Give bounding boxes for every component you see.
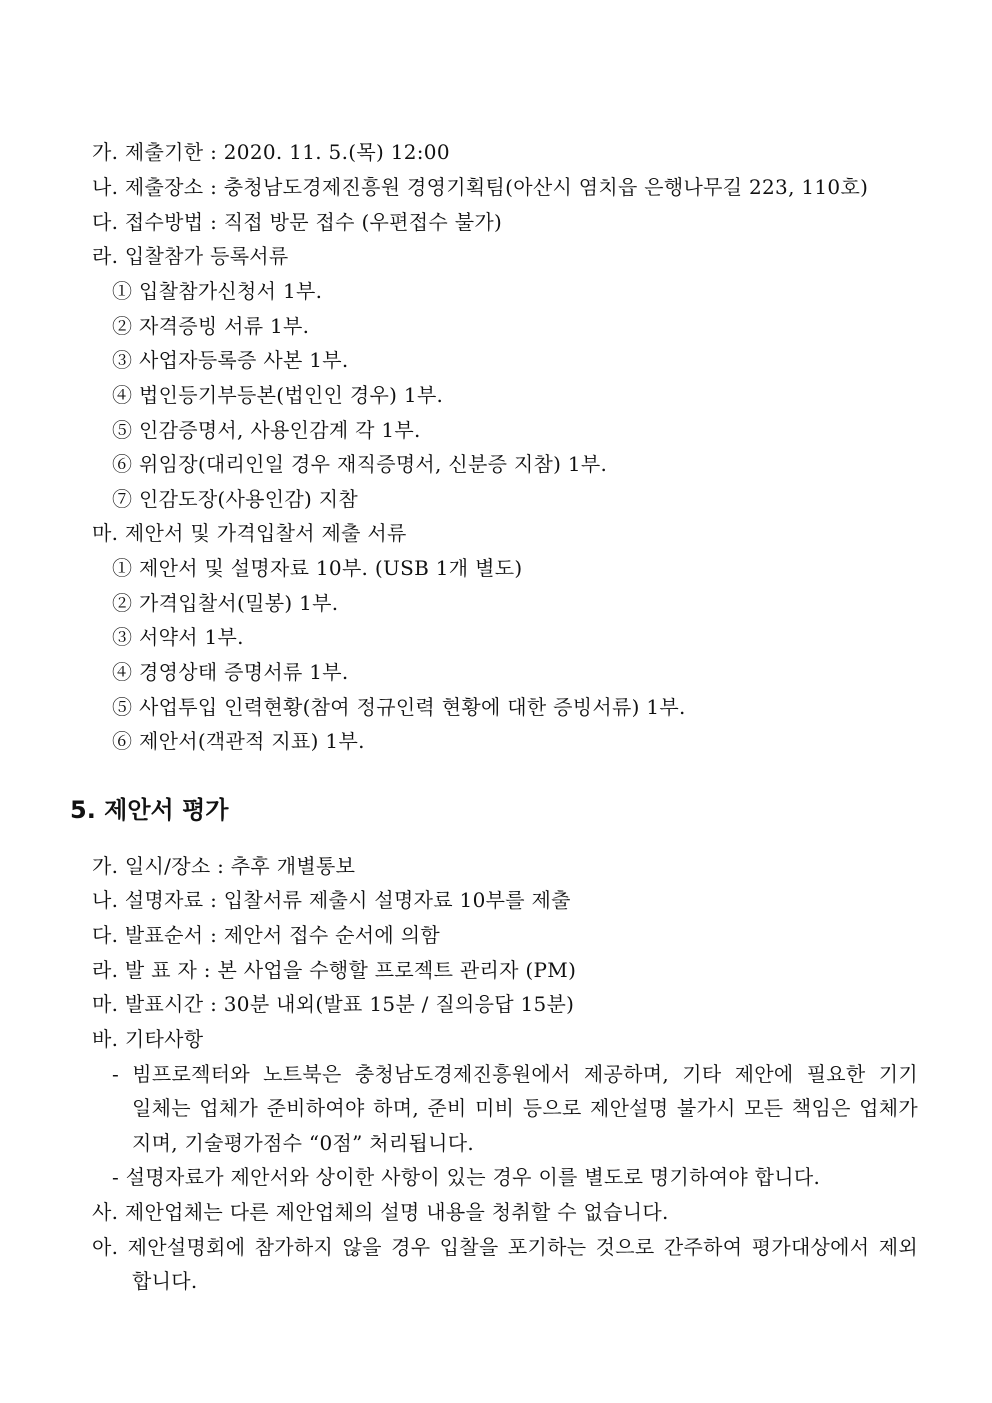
evaluation-item: 바. 기타사항: [92, 1027, 204, 1051]
registration-docs-heading: 라. 입찰참가 등록서류: [92, 244, 289, 268]
proposal-doc-item: ① 제안서 및 설명자료 10부. (USB 1개 별도): [112, 556, 523, 580]
etc-note-line: - 설명자료가 제안서와 상이한 사항이 있는 경우 이를 별도로 명기하여야 합니다.: [112, 1165, 821, 1189]
evaluation-item: 가. 일시/장소 : 추후 개별통보: [92, 854, 356, 878]
proposal-doc-item: ② 가격입찰서(밀봉) 1부.: [112, 591, 339, 615]
etc-note-line: 지며, 기술평가점수 “0점” 처리됩니다.: [132, 1131, 475, 1155]
proposal-doc-item: ⑥ 제안서(객관적 지표) 1부.: [112, 729, 365, 753]
closing-item: 아. 제안설명회에 참가하지 않을 경우 입찰을 포기하는 것으로 간주하여 평가대상에서 제외: [92, 1235, 918, 1259]
proposal-doc-item: ③ 서약서 1부.: [112, 625, 244, 649]
registration-doc-item: ③ 사업자등록증 사본 1부.: [112, 348, 349, 372]
registration-doc-item: ② 자격증빙 서류 1부.: [112, 314, 310, 338]
registration-doc-item: ⑥ 위임장(대리인일 경우 재직증명서, 신분증 지참) 1부.: [112, 452, 608, 476]
evaluation-item: 라. 발 표 자 : 본 사업을 수행할 프로젝트 관리자 (PM): [92, 958, 577, 982]
submission-place: 나. 제출장소 : 충청남도경제진흥원 경영기획팀(아산시 염치읍 은행나무길 223, 110호): [92, 175, 869, 199]
registration-doc-item: ④ 법인등기부등본(법인인 경우) 1부.: [112, 383, 444, 407]
evaluation-item: 마. 발표시간 : 30분 내외(발표 15분 / 질의응답 15분): [92, 992, 575, 1016]
section-title: 5. 제안서 평가: [70, 796, 229, 824]
submission-method: 다. 접수방법 : 직접 방문 접수 (우편접수 불가): [92, 210, 503, 234]
closing-item: 합니다.: [132, 1269, 198, 1293]
etc-note-line: - 빔프로젝터와 노트북은 충청남도경제진흥원에서 제공하며, 기타 제안에 필요한 기기: [112, 1062, 918, 1086]
evaluation-item: 나. 설명자료 : 입찰서류 제출시 설명자료 10부를 제출: [92, 888, 571, 912]
evaluation-item: 다. 발표순서 : 제안서 접수 순서에 의함: [92, 923, 440, 947]
closing-item: 사. 제안업체는 다른 제안업체의 설명 내용을 청취할 수 없습니다.: [92, 1200, 669, 1224]
registration-doc-item: ⑦ 인감도장(사용인감) 지참: [112, 487, 359, 511]
proposal-doc-item: ⑤ 사업투입 인력현황(참여 정규인력 현황에 대한 증빙서류) 1부.: [112, 695, 686, 719]
submission-deadline: 가. 제출기한 : 2020. 11. 5.(목) 12:00: [92, 140, 450, 164]
proposal-doc-item: ④ 경영상태 증명서류 1부.: [112, 660, 349, 684]
registration-doc-item: ① 입찰참가신청서 1부.: [112, 279, 323, 303]
registration-doc-item: ⑤ 인감증명서, 사용인감계 각 1부.: [112, 418, 421, 442]
proposal-docs-heading: 마. 제안서 및 가격입찰서 제출 서류: [92, 521, 407, 545]
etc-note-line: 일체는 업체가 준비하여야 하며, 준비 미비 등으로 제안설명 불가시 모든 책임은 업체가: [132, 1096, 918, 1120]
